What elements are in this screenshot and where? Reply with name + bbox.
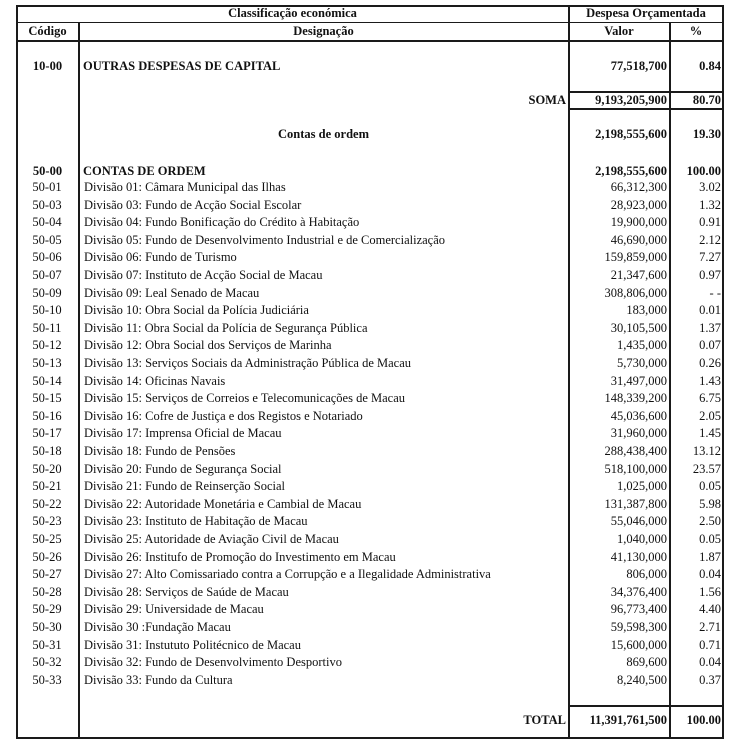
row-pct: 2.71	[699, 620, 721, 634]
row-pct: 1.56	[699, 584, 721, 599]
capital-code: 10-00	[32, 59, 63, 73]
total-top-line	[568, 705, 724, 707]
row-designation: Divisão 20: Fundo de Segurança Social	[84, 461, 282, 476]
row-designation: Divisão 26: Institufo de Promoção do Investimento em Macau	[84, 549, 396, 564]
row-pct: 7.27	[699, 250, 721, 265]
row-value: 806,000	[626, 567, 667, 582]
row-pct: 4.40	[699, 602, 721, 617]
row-value: 148,339,200	[604, 391, 667, 406]
row-value: 41,130,000	[610, 549, 667, 564]
row-designation: Divisão 15: Serviços de Correios e Telecomunicações de Macau	[84, 391, 406, 406]
row-value: 31,497,000	[610, 373, 667, 388]
table-row	[0, 373, 740, 391]
row-code: 50-04	[32, 215, 62, 230]
row-code: 50-32	[32, 655, 62, 670]
row-designation: Divisão 30 :Fundação Macau	[84, 620, 231, 634]
row-designation: Divisão 21: Fundo de Reinserção Social	[84, 479, 286, 494]
row-value: 19,900,000	[610, 215, 667, 230]
row-code: 50-14	[32, 373, 62, 388]
row-code: 50-22	[32, 496, 62, 511]
row-pct: 1.87	[699, 549, 721, 564]
row-value: 28,923,000	[610, 197, 667, 212]
row-pct: 3.02	[699, 180, 721, 194]
table-row	[0, 355, 740, 373]
soma-pct: 80.70	[692, 93, 721, 107]
row-designation: Divisão 27: Alto Comissariado contra a Corrupção e a Ilegalidade Administrativa	[84, 567, 491, 582]
table-row	[0, 337, 740, 355]
row-designation: Divisão 22: Autoridade Monetária e Cambial de Macau	[84, 496, 362, 511]
table-row	[0, 461, 740, 479]
table-row	[0, 531, 740, 549]
contas-subtotal-value: 2,198,555,600	[595, 127, 667, 141]
row-code: 50-29	[32, 602, 62, 617]
header-designation: Designação	[293, 24, 354, 38]
row-pct: 0.07	[699, 338, 721, 353]
row-value: 66,312,300	[610, 180, 667, 194]
row-code: 50-11	[32, 320, 62, 335]
row-code: 50-07	[32, 268, 62, 282]
row-designation: Divisão 29: Universidade de Macau	[84, 602, 264, 617]
row-pct: 0.05	[699, 532, 721, 546]
row-designation: Divisão 31: Instututo Politécnico de Macau	[84, 637, 301, 652]
row-pct: 23.57	[692, 461, 721, 476]
row-code: 50-27	[32, 567, 62, 582]
row-value: 21,347,600	[610, 268, 667, 282]
table-row	[0, 496, 740, 514]
contas-header-designation: CONTAS DE ORDEM	[83, 164, 206, 178]
row-designation: Divisão 23: Instituto de Habitação de Macau	[84, 514, 308, 529]
table-row	[0, 654, 740, 672]
row-designation: Divisão 17: Imprensa Oficial de Macau	[84, 426, 282, 441]
contas-header-value: 2,198,555,600	[595, 164, 667, 178]
row-value: 1,435,000	[617, 338, 667, 353]
table-row	[0, 637, 740, 655]
row-code: 50-26	[32, 549, 62, 564]
row-value: 45,036,600	[610, 408, 667, 423]
row-designation: Divisão 28: Serviços de Saúde de Macau	[84, 584, 289, 599]
row-pct: 0.37	[699, 672, 721, 687]
row-value: 131,387,800	[604, 496, 667, 511]
row-value: 15,600,000	[610, 637, 667, 652]
row-pct: 2.05	[699, 408, 721, 423]
capital-pct: 0.84	[699, 59, 721, 73]
row-designation: Divisão 05: Fundo de Desenvolvimento Industrial e de Comercialização	[84, 232, 446, 247]
row-pct: 2.12	[699, 232, 721, 247]
row-pct: 0.71	[699, 637, 721, 652]
table-row	[0, 566, 740, 584]
row-value: 31,960,000	[610, 426, 667, 441]
row-code: 50-33	[32, 672, 62, 687]
header-pct: %	[689, 24, 703, 38]
row-code: 50-10	[32, 303, 62, 318]
table-row	[0, 232, 740, 250]
row-value: 5,730,000	[617, 356, 667, 370]
row-code: 50-16	[32, 408, 62, 423]
table-row	[0, 302, 740, 320]
table-row	[0, 584, 740, 602]
table-row	[0, 408, 740, 426]
row-designation: Divisão 18: Fundo de Pensões	[84, 444, 236, 458]
header-classification: Classificação económica	[228, 6, 357, 20]
row-pct: 0.04	[699, 655, 721, 670]
row-code: 50-13	[32, 356, 62, 370]
row-code: 50-23	[32, 514, 62, 529]
table-row	[0, 478, 740, 496]
row-value: 183,000	[626, 303, 667, 318]
row-value: 96,773,400	[610, 602, 667, 617]
table-row	[0, 425, 740, 443]
row-code: 50-17	[32, 426, 62, 441]
table-row	[0, 179, 740, 197]
table-row	[0, 390, 740, 408]
row-pct: 1.32	[699, 197, 721, 212]
contas-subtotal-label: Contas de ordem	[278, 127, 369, 141]
row-pct: 2.50	[699, 514, 721, 529]
row-pct: 0.04	[699, 567, 721, 582]
row-code: 50-20	[32, 461, 62, 476]
row-code: 50-31	[32, 637, 62, 652]
contas-header-code: 50-00	[32, 164, 63, 178]
table-row	[0, 549, 740, 567]
row-designation: Divisão 16: Cofre de Justiça e dos Registos e Notariado	[84, 408, 363, 423]
contas-subtotal-pct: 19.30	[692, 127, 721, 141]
row-pct: 0.26	[699, 356, 721, 370]
row-pct: 5.98	[699, 496, 721, 511]
row-value: 1,040,000	[617, 532, 667, 546]
row-pct: 6.75	[699, 391, 721, 406]
row-code: 50-12	[32, 338, 62, 353]
row-pct: 0.05	[699, 479, 721, 494]
table-row	[0, 672, 740, 690]
capital-designation: OUTRAS DESPESAS DE CAPITAL	[83, 59, 281, 73]
soma-value: 9,193,205,900	[595, 93, 667, 107]
row-pct: 0.97	[699, 268, 721, 282]
row-value: 1,025,000	[617, 479, 667, 494]
row-designation: Divisão 13: Serviços Sociais da Administração Pública de Macau	[84, 356, 412, 370]
row-code: 50-01	[32, 180, 62, 194]
row-designation: Divisão 06: Fundo de Turismo	[84, 250, 237, 265]
row-code: 50-28	[32, 584, 62, 599]
row-value: 518,100,000	[604, 461, 667, 476]
row-pct: 0.01	[699, 303, 721, 318]
contas-header-pct: 100.00	[686, 164, 721, 178]
row-designation: Divisão 25: Autoridade de Aviação Civil de Macau	[84, 532, 339, 546]
row-designation: Divisão 09: Leal Senado de Macau	[84, 285, 260, 300]
row-code: 50-21	[32, 479, 62, 494]
row-value: 159,859,000	[604, 250, 667, 265]
row-pct: - -	[709, 285, 721, 300]
row-code: 50-05	[32, 232, 62, 247]
total-pct: 100.00	[686, 713, 721, 727]
table-row	[0, 619, 740, 637]
table-border-bottom	[16, 737, 724, 739]
row-designation: Divisão 12: Obra Social dos Serviços de Marinha	[84, 338, 332, 353]
header-budget: Despesa Orçamentada	[586, 6, 706, 20]
table-row	[0, 214, 740, 232]
row-designation: Divisão 04: Fundo Bonificação do Crédito à Habitação	[84, 215, 360, 230]
soma-bottom-line	[568, 108, 724, 110]
row-designation: Divisão 03: Fundo de Acção Social Escolar	[84, 197, 302, 212]
row-designation: Divisão 01: Câmara Municipal das Ilhas	[84, 180, 286, 194]
table-row	[0, 267, 740, 285]
total-value: 11,391,761,500	[589, 713, 667, 727]
row-value: 288,438,400	[604, 444, 667, 458]
row-value: 55,046,000	[610, 514, 667, 529]
table-row	[0, 513, 740, 531]
row-value: 308,806,000	[604, 285, 667, 300]
soma-label: SOMA	[528, 93, 566, 107]
row-pct: 1.43	[699, 373, 721, 388]
table-row	[0, 443, 740, 461]
header-value: Valor	[604, 24, 634, 38]
capital-value: 77,518,700	[610, 59, 667, 73]
row-value: 46,690,000	[610, 232, 667, 247]
row-value: 59,598,300	[610, 620, 667, 634]
row-code: 50-30	[32, 620, 62, 634]
row-code: 50-09	[32, 285, 62, 300]
row-pct: 1.37	[699, 320, 721, 335]
row-value: 869,600	[626, 655, 667, 670]
row-code: 50-18	[32, 444, 62, 458]
table-row	[0, 197, 740, 215]
row-value: 34,376,400	[610, 584, 667, 599]
row-designation: Divisão 07: Instituto de Acção Social de Macau	[84, 268, 323, 282]
header-code: Código	[28, 24, 67, 38]
row-designation: Divisão 33: Fundo da Cultura	[84, 672, 233, 687]
row-value: 8,240,500	[617, 672, 667, 687]
row-pct: 13.12	[692, 444, 721, 458]
row-code: 50-25	[32, 532, 62, 546]
row-designation: Divisão 32: Fundo de Desenvolvimento Desportivo	[84, 655, 342, 670]
table-row	[0, 601, 740, 619]
row-pct: 1.45	[699, 426, 721, 441]
row-designation: Divisão 11: Obra Social da Polícia de Segurança Pública	[84, 320, 368, 335]
table-row	[0, 249, 740, 267]
table-row	[0, 320, 740, 338]
row-code: 50-15	[32, 391, 62, 406]
row-code: 50-03	[32, 197, 62, 212]
row-designation: Divisão 14: Oficinas Navais	[84, 373, 226, 388]
row-code: 50-06	[32, 250, 62, 265]
row-designation: Divisão 10: Obra Social da Polícia Judiciária	[84, 303, 309, 318]
total-label: TOTAL	[523, 713, 566, 727]
table-row	[0, 285, 740, 303]
row-pct: 0.91	[699, 215, 721, 230]
header-bottom-divider	[16, 40, 724, 42]
row-value: 30,105,500	[610, 320, 667, 335]
